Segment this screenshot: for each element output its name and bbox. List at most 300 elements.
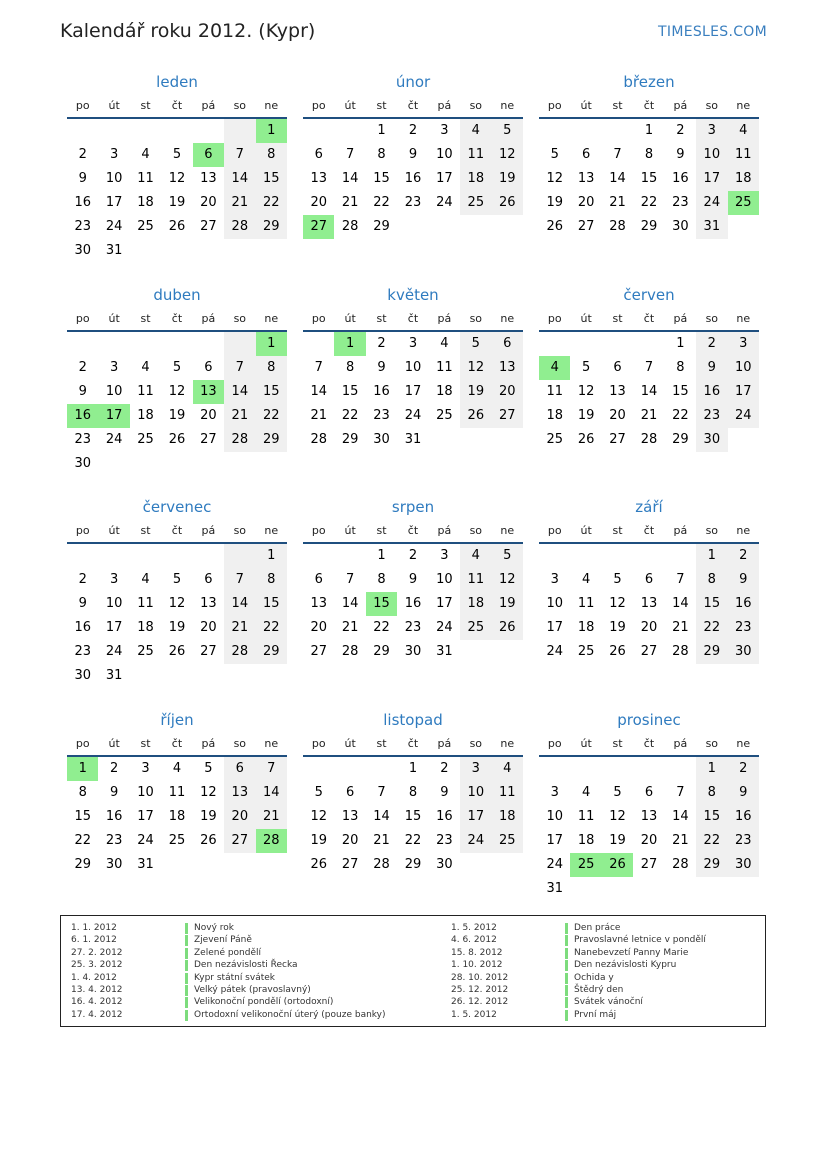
day-cell[interactable]: 25 [546, 432, 563, 447]
day-cell[interactable]: 3 [460, 757, 491, 781]
day-cell[interactable]: 20 [310, 195, 327, 210]
day-cell[interactable]: 26 [460, 404, 491, 428]
day-cell[interactable]: 6 [314, 572, 323, 587]
day-cell[interactable]: 31 [546, 881, 563, 896]
day-cell[interactable]: 13 [609, 384, 626, 399]
day-cell[interactable]: 4 [460, 544, 491, 568]
day-cell[interactable]: 23 [672, 195, 689, 210]
day-cell[interactable]: 28 [373, 857, 390, 872]
day-cell[interactable]: 21 [640, 408, 658, 423]
day-cell[interactable]: 22 [256, 404, 287, 428]
day-cell[interactable]: 27 [200, 219, 217, 234]
day-cell[interactable]: 6 [581, 147, 591, 162]
day-cell[interactable]: 14 [609, 171, 626, 186]
day-cell[interactable]: 26 [168, 219, 186, 234]
day-cell[interactable]: 7 [644, 360, 654, 375]
day-cell[interactable]: 29 [696, 853, 727, 877]
day-cell[interactable]: 28 [609, 219, 626, 234]
day-cell[interactable]: 2 [440, 761, 449, 776]
day-cell[interactable]: 22 [373, 195, 390, 210]
day-cell[interactable]: 7 [345, 147, 355, 162]
day-cell[interactable]: 27 [640, 644, 658, 659]
day-cell[interactable]: 27 [492, 404, 523, 428]
day-cell[interactable]: 12 [168, 384, 186, 399]
day-cell[interactable]: 24 [546, 644, 563, 659]
holiday-day-cell[interactable]: 25 [570, 853, 601, 877]
day-cell[interactable]: 17 [436, 171, 453, 186]
holiday-day-cell[interactable]: 17 [98, 404, 129, 428]
day-cell[interactable]: 7 [377, 785, 386, 800]
day-cell[interactable]: 27 [609, 432, 626, 447]
day-cell[interactable]: 12 [609, 809, 626, 824]
day-cell[interactable]: 8 [408, 785, 418, 800]
day-cell[interactable]: 26 [546, 219, 563, 234]
day-cell[interactable]: 3 [109, 572, 119, 587]
day-cell[interactable]: 27 [577, 219, 595, 234]
day-cell[interactable]: 9 [696, 356, 727, 380]
day-cell[interactable]: 21 [341, 195, 359, 210]
day-cell[interactable]: 6 [345, 785, 355, 800]
day-cell[interactable]: 18 [546, 408, 563, 423]
day-cell[interactable]: 27 [640, 857, 658, 872]
day-cell[interactable]: 25 [137, 644, 154, 659]
day-cell[interactable]: 8 [696, 781, 727, 805]
day-cell[interactable]: 11 [168, 785, 186, 800]
day-cell[interactable]: 16 [404, 596, 422, 611]
day-cell[interactable]: 20 [609, 408, 626, 423]
day-cell[interactable]: 8 [78, 785, 87, 800]
day-cell[interactable]: 10 [546, 596, 563, 611]
day-cell[interactable]: 5 [613, 785, 622, 800]
day-cell[interactable]: 9 [408, 147, 418, 162]
day-cell[interactable]: 23 [728, 616, 759, 640]
day-cell[interactable]: 22 [373, 620, 390, 635]
day-cell[interactable]: 18 [460, 167, 491, 191]
day-cell[interactable]: 18 [168, 809, 186, 824]
day-cell[interactable]: 14 [640, 384, 658, 399]
day-cell[interactable]: 1 [256, 544, 287, 568]
day-cell[interactable]: 12 [609, 596, 626, 611]
day-cell[interactable]: 12 [492, 568, 523, 592]
day-cell[interactable]: 1 [377, 548, 386, 563]
day-cell[interactable]: 9 [78, 596, 87, 611]
day-cell[interactable]: 21 [373, 833, 390, 848]
day-cell[interactable]: 17 [137, 809, 154, 824]
day-cell[interactable]: 5 [613, 572, 622, 587]
day-cell[interactable]: 7 [676, 785, 685, 800]
day-cell[interactable]: 7 [224, 568, 255, 592]
day-cell[interactable]: 27 [310, 644, 327, 659]
day-cell[interactable]: 2 [676, 123, 685, 138]
day-cell[interactable]: 20 [200, 408, 217, 423]
holiday-day-cell[interactable]: 1 [334, 332, 365, 356]
day-cell[interactable]: 24 [436, 620, 453, 635]
day-cell[interactable]: 23 [105, 833, 123, 848]
day-cell[interactable]: 3 [440, 548, 449, 563]
day-cell[interactable]: 25 [168, 833, 186, 848]
day-cell[interactable]: 23 [436, 833, 453, 848]
day-cell[interactable]: 26 [492, 616, 523, 640]
day-cell[interactable]: 29 [256, 428, 287, 452]
day-cell[interactable]: 12 [460, 356, 491, 380]
holiday-day-cell[interactable]: 4 [539, 356, 570, 380]
day-cell[interactable]: 21 [310, 408, 327, 423]
day-cell[interactable]: 20 [224, 805, 255, 829]
day-cell[interactable]: 19 [460, 380, 491, 404]
day-cell[interactable]: 5 [581, 360, 591, 375]
day-cell[interactable]: 15 [74, 809, 91, 824]
day-cell[interactable]: 27 [200, 644, 217, 659]
day-cell[interactable]: 12 [200, 785, 217, 800]
day-cell[interactable]: 24 [728, 404, 759, 428]
day-cell[interactable]: 20 [492, 380, 523, 404]
day-cell[interactable]: 29 [640, 219, 658, 234]
holiday-day-cell[interactable]: 1 [256, 119, 287, 143]
day-cell[interactable]: 4 [492, 757, 523, 781]
day-cell[interactable]: 6 [224, 757, 255, 781]
day-cell[interactable]: 26 [577, 432, 595, 447]
day-cell[interactable]: 1 [408, 761, 418, 776]
day-cell[interactable]: 31 [105, 668, 123, 683]
holiday-day-cell[interactable]: 16 [67, 404, 98, 428]
day-cell[interactable]: 19 [200, 809, 217, 824]
day-cell[interactable]: 17 [546, 620, 563, 635]
day-cell[interactable]: 30 [436, 857, 453, 872]
day-cell[interactable]: 12 [577, 384, 595, 399]
day-cell[interactable]: 16 [672, 171, 689, 186]
day-cell[interactable]: 5 [204, 761, 213, 776]
day-cell[interactable]: 28 [672, 644, 689, 659]
day-cell[interactable]: 15 [373, 171, 390, 186]
day-cell[interactable]: 15 [404, 809, 422, 824]
day-cell[interactable]: 6 [644, 572, 654, 587]
day-cell[interactable]: 4 [141, 360, 150, 375]
day-cell[interactable]: 14 [672, 809, 689, 824]
day-cell[interactable]: 13 [577, 171, 595, 186]
day-cell[interactable]: 10 [105, 171, 123, 186]
day-cell[interactable]: 17 [728, 380, 759, 404]
day-cell[interactable]: 8 [377, 572, 386, 587]
day-cell[interactable]: 4 [581, 572, 591, 587]
holiday-day-cell[interactable]: 28 [256, 829, 287, 853]
day-cell[interactable]: 10 [105, 596, 123, 611]
day-cell[interactable]: 19 [492, 592, 523, 616]
day-cell[interactable]: 13 [640, 596, 658, 611]
holiday-day-cell[interactable]: 15 [366, 592, 397, 616]
day-cell[interactable]: 3 [728, 332, 759, 356]
day-cell[interactable]: 30 [672, 219, 689, 234]
day-cell[interactable]: 17 [105, 195, 123, 210]
day-cell[interactable]: 17 [696, 167, 727, 191]
day-cell[interactable]: 9 [78, 171, 87, 186]
day-cell[interactable]: 15 [672, 384, 689, 399]
day-cell[interactable]: 6 [492, 332, 523, 356]
day-cell[interactable]: 22 [696, 829, 727, 853]
day-cell[interactable]: 1 [676, 336, 685, 351]
holiday-day-cell[interactable]: 25 [728, 191, 759, 215]
day-cell[interactable]: 5 [314, 785, 323, 800]
day-cell[interactable]: 3 [550, 572, 559, 587]
holiday-day-cell[interactable]: 26 [602, 853, 633, 877]
day-cell[interactable]: 13 [310, 171, 327, 186]
day-cell[interactable]: 18 [460, 592, 491, 616]
day-cell[interactable]: 23 [74, 432, 91, 447]
day-cell[interactable]: 8 [256, 143, 287, 167]
day-cell[interactable]: 9 [728, 781, 759, 805]
day-cell[interactable]: 8 [676, 360, 685, 375]
day-cell[interactable]: 15 [256, 167, 287, 191]
day-cell[interactable]: 24 [105, 219, 123, 234]
day-cell[interactable]: 19 [577, 408, 595, 423]
day-cell[interactable]: 12 [492, 143, 523, 167]
day-cell[interactable]: 4 [581, 785, 591, 800]
day-cell[interactable]: 22 [341, 408, 359, 423]
day-cell[interactable]: 16 [728, 805, 759, 829]
day-cell[interactable]: 4 [460, 119, 491, 143]
day-cell[interactable]: 3 [550, 785, 559, 800]
day-cell[interactable]: 14 [341, 596, 359, 611]
day-cell[interactable]: 2 [696, 332, 727, 356]
day-cell[interactable]: 13 [341, 809, 359, 824]
day-cell[interactable]: 29 [373, 644, 390, 659]
day-cell[interactable]: 29 [256, 640, 287, 664]
day-cell[interactable]: 31 [105, 243, 123, 258]
day-cell[interactable]: 11 [546, 384, 563, 399]
day-cell[interactable]: 21 [341, 620, 359, 635]
day-cell[interactable]: 10 [436, 147, 453, 162]
day-cell[interactable]: 21 [672, 833, 689, 848]
day-cell[interactable]: 10 [728, 356, 759, 380]
day-cell[interactable]: 1 [377, 123, 386, 138]
day-cell[interactable]: 31 [137, 857, 154, 872]
day-cell[interactable]: 18 [137, 195, 154, 210]
day-cell[interactable]: 19 [609, 833, 626, 848]
day-cell[interactable]: 20 [640, 833, 658, 848]
day-cell[interactable]: 19 [168, 408, 186, 423]
day-cell[interactable]: 12 [168, 596, 186, 611]
day-cell[interactable]: 29 [373, 219, 390, 234]
day-cell[interactable]: 11 [137, 596, 154, 611]
day-cell[interactable]: 23 [728, 829, 759, 853]
day-cell[interactable]: 26 [168, 432, 186, 447]
day-cell[interactable]: 18 [728, 167, 759, 191]
day-cell[interactable]: 18 [137, 408, 154, 423]
day-cell[interactable]: 13 [640, 809, 658, 824]
day-cell[interactable]: 8 [256, 356, 287, 380]
day-cell[interactable]: 9 [78, 384, 87, 399]
day-cell[interactable]: 16 [404, 171, 422, 186]
day-cell[interactable]: 10 [696, 143, 727, 167]
day-cell[interactable]: 27 [224, 829, 255, 853]
day-cell[interactable]: 7 [224, 356, 255, 380]
holiday-day-cell[interactable]: 27 [303, 215, 334, 239]
day-cell[interactable]: 10 [546, 809, 563, 824]
day-cell[interactable]: 21 [609, 195, 626, 210]
day-cell[interactable]: 14 [224, 167, 255, 191]
day-cell[interactable]: 24 [137, 833, 154, 848]
day-cell[interactable]: 11 [436, 360, 453, 375]
day-cell[interactable]: 23 [696, 404, 727, 428]
day-cell[interactable]: 18 [492, 805, 523, 829]
day-cell[interactable]: 1 [696, 757, 727, 781]
day-cell[interactable]: 18 [436, 384, 453, 399]
day-cell[interactable]: 29 [404, 857, 422, 872]
day-cell[interactable]: 27 [200, 432, 217, 447]
day-cell[interactable]: 24 [460, 829, 491, 853]
day-cell[interactable]: 2 [408, 123, 418, 138]
day-cell[interactable]: 17 [436, 596, 453, 611]
day-cell[interactable]: 6 [314, 147, 323, 162]
day-cell[interactable]: 3 [440, 123, 449, 138]
day-cell[interactable]: 1 [696, 544, 727, 568]
day-cell[interactable]: 8 [345, 360, 355, 375]
day-cell[interactable]: 28 [224, 215, 255, 239]
day-cell[interactable]: 28 [341, 644, 359, 659]
day-cell[interactable]: 24 [696, 191, 727, 215]
day-cell[interactable]: 3 [408, 336, 418, 351]
day-cell[interactable]: 25 [137, 219, 154, 234]
day-cell[interactable]: 16 [74, 620, 91, 635]
day-cell[interactable]: 14 [256, 781, 287, 805]
day-cell[interactable]: 5 [172, 360, 182, 375]
day-cell[interactable]: 21 [224, 616, 255, 640]
day-cell[interactable]: 30 [74, 668, 91, 683]
day-cell[interactable]: 27 [341, 857, 359, 872]
day-cell[interactable]: 15 [256, 380, 287, 404]
day-cell[interactable]: 13 [200, 596, 217, 611]
day-cell[interactable]: 26 [310, 857, 327, 872]
day-cell[interactable]: 19 [168, 195, 186, 210]
day-cell[interactable]: 11 [577, 809, 595, 824]
day-cell[interactable]: 23 [404, 195, 422, 210]
day-cell[interactable]: 11 [460, 568, 491, 592]
day-cell[interactable]: 29 [696, 640, 727, 664]
day-cell[interactable]: 5 [172, 572, 182, 587]
day-cell[interactable]: 7 [314, 360, 323, 375]
day-cell[interactable]: 14 [672, 596, 689, 611]
day-cell[interactable]: 11 [137, 171, 154, 186]
day-cell[interactable]: 20 [341, 833, 359, 848]
day-cell[interactable]: 25 [436, 408, 453, 423]
day-cell[interactable]: 3 [109, 360, 119, 375]
day-cell[interactable]: 4 [141, 572, 150, 587]
day-cell[interactable]: 22 [256, 616, 287, 640]
day-cell[interactable]: 26 [609, 644, 626, 659]
day-cell[interactable]: 6 [204, 572, 213, 587]
day-cell[interactable]: 28 [310, 432, 327, 447]
day-cell[interactable]: 30 [728, 853, 759, 877]
day-cell[interactable]: 14 [373, 809, 390, 824]
day-cell[interactable]: 30 [373, 432, 390, 447]
day-cell[interactable]: 22 [672, 408, 689, 423]
day-cell[interactable]: 28 [640, 432, 658, 447]
day-cell[interactable]: 13 [200, 171, 217, 186]
day-cell[interactable]: 2 [728, 544, 759, 568]
day-cell[interactable]: 10 [105, 384, 123, 399]
day-cell[interactable]: 17 [460, 805, 491, 829]
day-cell[interactable]: 6 [644, 785, 654, 800]
day-cell[interactable]: 16 [436, 809, 453, 824]
day-cell[interactable]: 30 [105, 857, 123, 872]
day-cell[interactable]: 13 [492, 356, 523, 380]
day-cell[interactable]: 6 [204, 360, 213, 375]
day-cell[interactable]: 24 [546, 857, 563, 872]
holiday-day-cell[interactable]: 1 [256, 332, 287, 356]
day-cell[interactable]: 23 [373, 408, 390, 423]
day-cell[interactable]: 29 [74, 857, 91, 872]
day-cell[interactable]: 8 [644, 147, 654, 162]
day-cell[interactable]: 23 [74, 219, 91, 234]
day-cell[interactable]: 3 [696, 119, 727, 143]
day-cell[interactable]: 19 [609, 620, 626, 635]
day-cell[interactable]: 13 [224, 781, 255, 805]
day-cell[interactable]: 8 [696, 568, 727, 592]
day-cell[interactable]: 30 [728, 640, 759, 664]
day-cell[interactable]: 7 [256, 757, 287, 781]
holiday-day-cell[interactable]: 13 [193, 380, 224, 404]
day-cell[interactable]: 2 [78, 360, 87, 375]
day-cell[interactable]: 15 [696, 592, 727, 616]
day-cell[interactable]: 29 [341, 432, 359, 447]
day-cell[interactable]: 19 [310, 833, 327, 848]
day-cell[interactable]: 6 [613, 360, 622, 375]
day-cell[interactable]: 21 [672, 620, 689, 635]
day-cell[interactable]: 23 [404, 620, 422, 635]
day-cell[interactable]: 5 [172, 147, 182, 162]
day-cell[interactable]: 24 [105, 432, 123, 447]
day-cell[interactable]: 15 [256, 592, 287, 616]
day-cell[interactable]: 4 [728, 119, 759, 143]
day-cell[interactable]: 17 [404, 384, 422, 399]
day-cell[interactable]: 14 [341, 171, 359, 186]
day-cell[interactable]: 7 [676, 572, 685, 587]
day-cell[interactable]: 4 [172, 761, 182, 776]
day-cell[interactable]: 5 [550, 147, 559, 162]
day-cell[interactable]: 17 [546, 833, 563, 848]
day-cell[interactable]: 16 [105, 809, 123, 824]
day-cell[interactable]: 15 [696, 805, 727, 829]
day-cell[interactable]: 9 [377, 360, 386, 375]
day-cell[interactable]: 30 [404, 644, 422, 659]
day-cell[interactable]: 9 [440, 785, 449, 800]
day-cell[interactable]: 5 [492, 544, 523, 568]
day-cell[interactable]: 11 [577, 596, 595, 611]
day-cell[interactable]: 25 [492, 829, 523, 853]
day-cell[interactable]: 17 [105, 620, 123, 635]
day-cell[interactable]: 18 [577, 833, 595, 848]
day-cell[interactable]: 9 [109, 785, 119, 800]
day-cell[interactable]: 25 [577, 644, 595, 659]
day-cell[interactable]: 22 [404, 833, 422, 848]
day-cell[interactable]: 21 [224, 191, 255, 215]
day-cell[interactable]: 26 [492, 191, 523, 215]
day-cell[interactable]: 8 [256, 568, 287, 592]
day-cell[interactable]: 15 [341, 384, 359, 399]
day-cell[interactable]: 3 [141, 761, 150, 776]
day-cell[interactable]: 23 [74, 644, 91, 659]
day-cell[interactable]: 24 [436, 195, 453, 210]
day-cell[interactable]: 2 [728, 757, 759, 781]
day-cell[interactable]: 8 [377, 147, 386, 162]
day-cell[interactable]: 25 [460, 616, 491, 640]
day-cell[interactable]: 30 [74, 243, 91, 258]
day-cell[interactable]: 26 [168, 644, 186, 659]
day-cell[interactable]: 19 [168, 620, 186, 635]
day-cell[interactable]: 24 [404, 408, 422, 423]
site-brand-link[interactable]: TIMESLES.COM [658, 24, 767, 40]
day-cell[interactable]: 19 [492, 167, 523, 191]
holiday-day-cell[interactable]: 1 [67, 757, 98, 781]
